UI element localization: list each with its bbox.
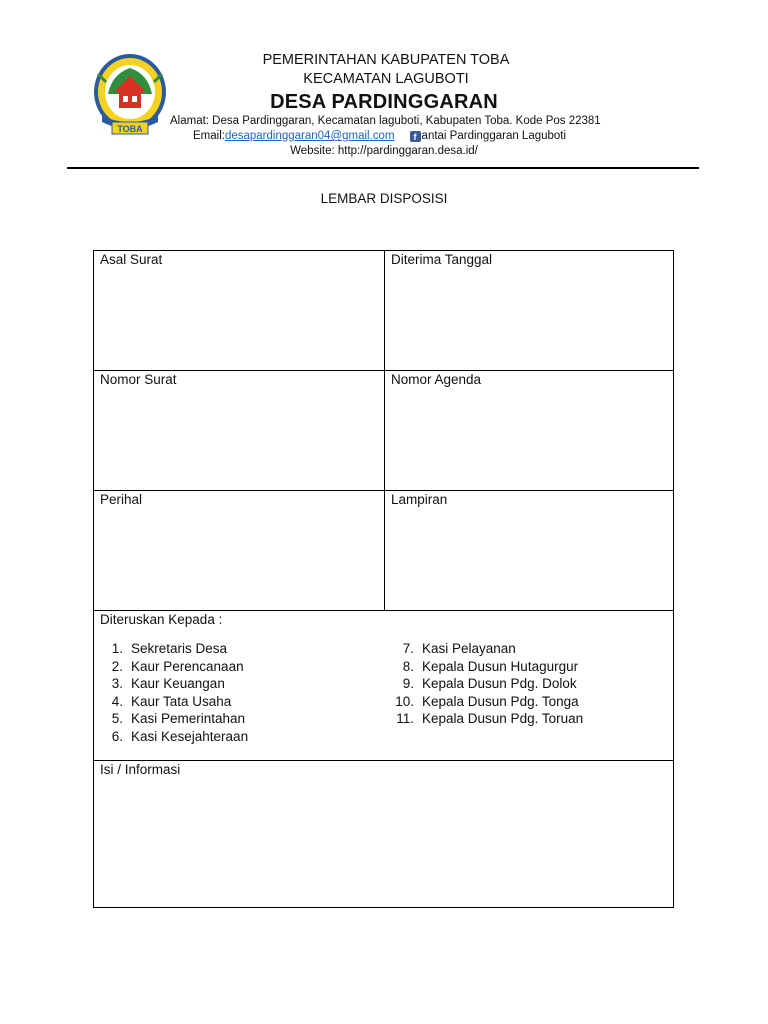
lampiran-label: Lampiran xyxy=(391,492,448,507)
diteruskan-kepada-cell xyxy=(94,611,673,760)
form-title: LEMBAR DISPOSISI xyxy=(320,191,448,206)
list-item: 9. Kepala Dusun Pdg. Dolok xyxy=(402,676,577,691)
email-label: Email: xyxy=(193,130,225,142)
isi-informasi-cell[interactable] xyxy=(94,761,673,907)
website-line: Website: http://pardinggaran.desa.id/ xyxy=(290,145,478,157)
nomor-surat-label: Nomor Surat xyxy=(100,372,177,387)
disposition-table xyxy=(93,250,674,908)
asal-surat-cell[interactable] xyxy=(94,251,384,370)
contact-line xyxy=(193,130,566,142)
logo-text: TOBA xyxy=(117,124,143,134)
perihal-label: Perihal xyxy=(100,492,143,507)
recipients-list-right xyxy=(392,640,662,728)
list-item: 8. Kepala Dusun Hutagurgur xyxy=(402,658,579,674)
lampiran-cell[interactable] xyxy=(385,491,673,610)
nomor-agenda-label: Nomor Agenda xyxy=(391,372,482,387)
perihal-cell[interactable] xyxy=(94,491,384,610)
list-item: 6. Kasi Kesejahteraan xyxy=(111,728,249,744)
diterima-tanggal-cell[interactable] xyxy=(385,251,673,370)
subdistrict-title: KECAMATAN LAGUBOTI xyxy=(303,71,469,87)
list-item: 4. Kaur Tata Usaha xyxy=(111,693,232,709)
diterima-tanggal-label: Diterima Tanggal xyxy=(391,252,493,267)
recipients-list-left xyxy=(101,640,351,745)
facebook-icon: f xyxy=(410,131,421,142)
government-title: PEMERINTAHAN KABUPATEN TOBA xyxy=(262,52,510,68)
list-item: 11. Kepala Dusun Pdg. Toruan xyxy=(396,711,584,726)
list-item: 3. Kaur Keuangan xyxy=(111,676,225,691)
list-item: 10. Kepala Dusun Pdg. Tonga xyxy=(395,693,579,709)
email-link[interactable]: desapardinggaran04@gmail.com xyxy=(224,130,395,142)
nomor-agenda-cell[interactable] xyxy=(385,371,673,490)
list-item: 7. Kasi Pelayanan xyxy=(402,641,516,656)
asal-surat-label: Asal Surat xyxy=(100,252,163,267)
list-item: 2. Kaur Perencanaan xyxy=(111,658,244,674)
village-title: DESA PARDINGGARAN xyxy=(270,91,498,113)
list-item: 5. Kasi Pemerintahan xyxy=(111,711,246,726)
facebook-page-text: antai Pardinggaran Laguboti xyxy=(421,130,567,142)
header-divider xyxy=(67,167,699,169)
isi-informasi-label: Isi / Informasi xyxy=(100,762,181,777)
nomor-surat-cell[interactable] xyxy=(94,371,384,490)
diteruskan-kepada-label: Diteruskan Kepada : xyxy=(100,612,223,627)
list-item: 1. Sekretaris Desa xyxy=(111,641,228,656)
address-line: Alamat: Desa Pardinggaran, Kecamatan laguboti, Kabupaten Toba. Kode Pos 22381 xyxy=(170,115,601,127)
